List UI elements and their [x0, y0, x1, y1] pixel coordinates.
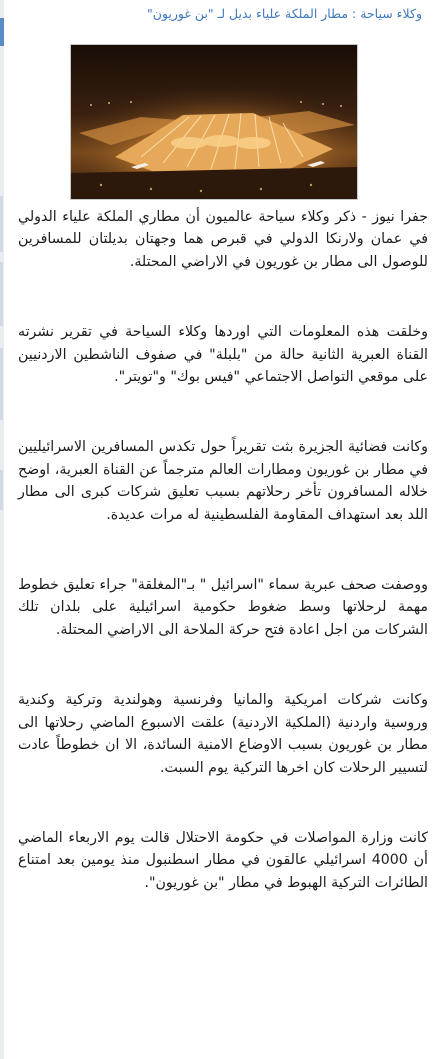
article-paragraph: ووصفت صحف عبرية سماء "اسرائيل " بـ"المغلقة" جراء تعليق خطوط مهمة لرحلاتها وسط ضغوط حكومية اسرائيلية على بلدان تلك الشركات من اجل اعادة فتح حركة الملاحة الى الاراضي المحتلة.: [18, 577, 428, 638]
article-body: [18, 206, 428, 942]
article-paragraph: وكانت شركات امريكية والمانيا وفرنسية وهولندية وتركية وكندية وروسية واردنية (الملكية الاردنية) علقت الاسبوع الماضي رحلاتها الى مطار بن غوريون بسبب الاوضاع الامنية السائدة، الا ان خطوطاً عادت لتسيير الرحلات كان اخرها التركية يوم السبت.: [18, 692, 428, 776]
left-edge-mark: [0, 470, 3, 510]
article-paragraph: جفرا نيوز - ذكر وكلاء سياحة عالميون أن مطاري الملكة علياء الدولي في عمان ولارنكا الدولي في قبرص هما وجهتان بديلتان للمسافرين للوصول الى مطار بن غوريون في الاراضي المحتلة.: [18, 209, 428, 270]
article-paragraph: كانت وزارة المواصلات في حكومة الاحتلال قالت يوم الاربعاء الماضي أن 4000 اسرائيلي عالقون في مطار اسطنبول منذ يومين بعد امتناع الطائرات التركية الهبوط في مطار "بن غوريون".: [18, 829, 428, 891]
left-edge-mark: [0, 348, 3, 420]
airport-photo: [70, 44, 358, 200]
article-paragraph: وخلقت هذه المعلومات التي اوردها وكلاء السياحة في تقرير نشرته القناة العبرية الثانية حالة من "بلبلة" في صفوف الناشطين الاردنيين على موقعي التواصل الاجتماعي "فيس بوك" و"تويتر".: [18, 324, 428, 386]
article-paragraph: وكانت فضائية الجزيرة بثت تقريراً حول تكدس المسافرين الاسرائيليين في مطار بن غوريون ومطارات العالم مترجماً عن القناة العبرية، اوضح خلاله المسافرون تأخر رحلاتهم بسبب تعليق شركات كبرى الى مطار اللد بعد استهداف المقاومة الفلسطينية له مرات عديدة.: [18, 439, 428, 523]
left-edge: [0, 0, 4, 1059]
airport-terminal-illustration: [71, 45, 357, 199]
left-edge-mark: [0, 196, 3, 252]
header-bar: [4, 0, 438, 34]
left-edge-mark: [0, 262, 3, 326]
article-title[interactable]: وكلاء سياحة : مطار الملكة علياء بديل لـ "بن غوريون": [147, 6, 422, 21]
